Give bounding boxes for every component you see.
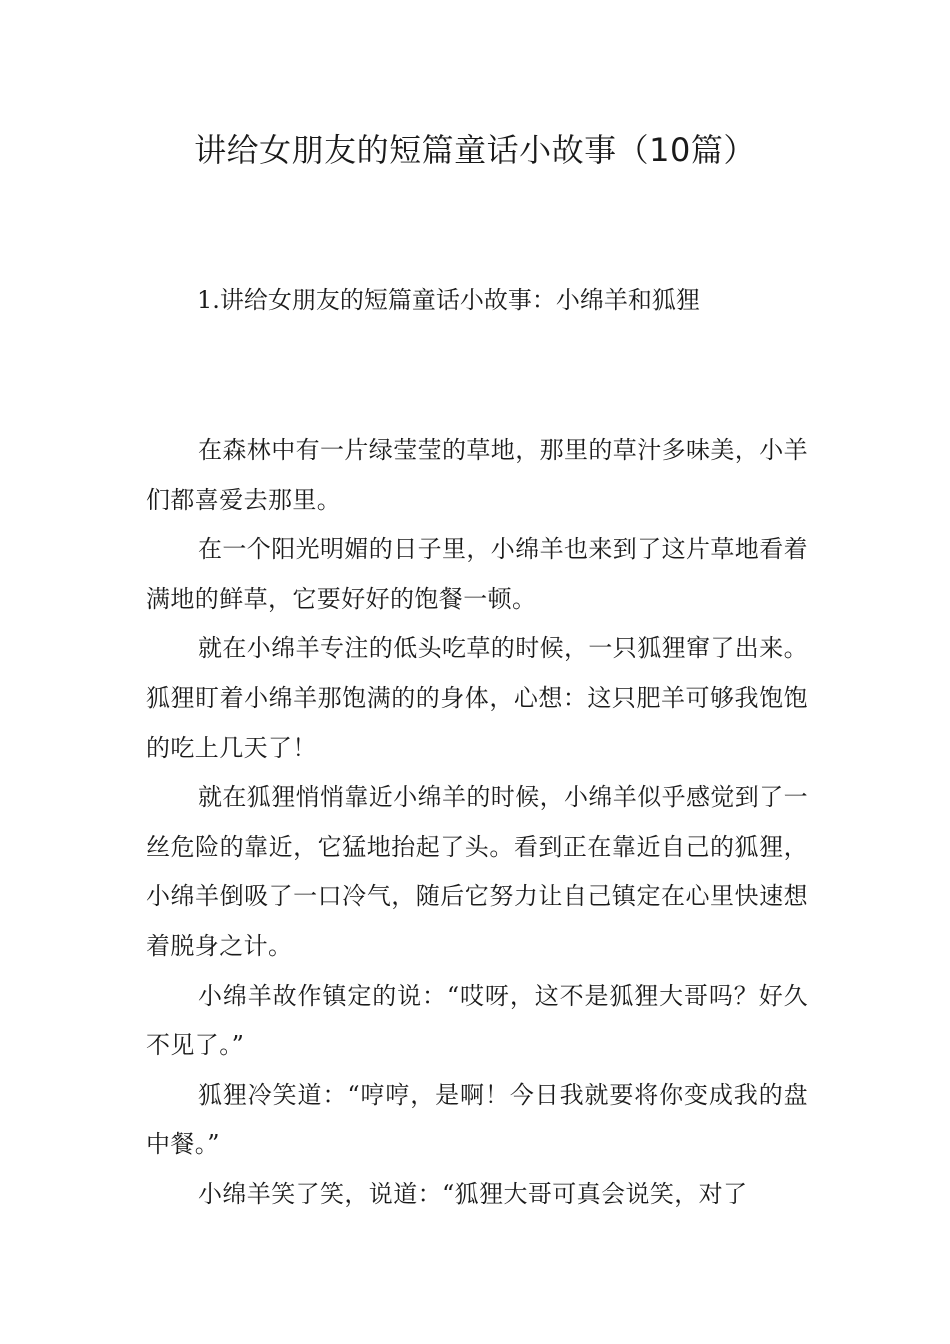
paragraph-3: 就在小绵羊专注的低头吃草的时候，一只狐狸窜了出来。狐狸盯着小绵羊那饱满的的身体，心想：这只肥羊可够我饱饱的吃上几天了！ — [146, 634, 808, 762]
section-heading: 1.讲给女朋友的短篇童话小故事：小绵羊和狐狸 — [197, 286, 700, 314]
paragraph-5: 小绵羊故作镇定的说：“哎呀，这不是狐狸大哥吗？好久不见了。” — [146, 981, 808, 1060]
paragraph-6: 狐狸冷笑道：“哼哼，是啊！今日我就要将你变成我的盘中餐。” — [146, 1080, 808, 1159]
document-title: 讲给女朋友的短篇童话小故事（10篇） — [194, 131, 756, 169]
paragraph-2: 在一个阳光明媚的日子里，小绵羊也来到了这片草地看着满地的鲜草，它要好好的饱餐一顿。 — [146, 535, 808, 613]
paragraph-4: 就在狐狸悄悄靠近小绵羊的时候，小绵羊似乎感觉到了一丝危险的靠近，它猛地抬起了头。看到正在靠近自己的狐狸，小绵羊倒吸了一口冷气，随后它努力让自己镇定在心里快速想着脱身之计。 — [146, 783, 808, 960]
story-body — [146, 426, 808, 1220]
paragraph-1: 在森林中有一片绿莹莹的草地，那里的草汁多味美，小羊们都喜爱去那里。 — [146, 436, 808, 514]
paragraph-7: 小绵羊笑了笑，说道：“狐狸大哥可真会说笑，对了 — [198, 1179, 748, 1208]
